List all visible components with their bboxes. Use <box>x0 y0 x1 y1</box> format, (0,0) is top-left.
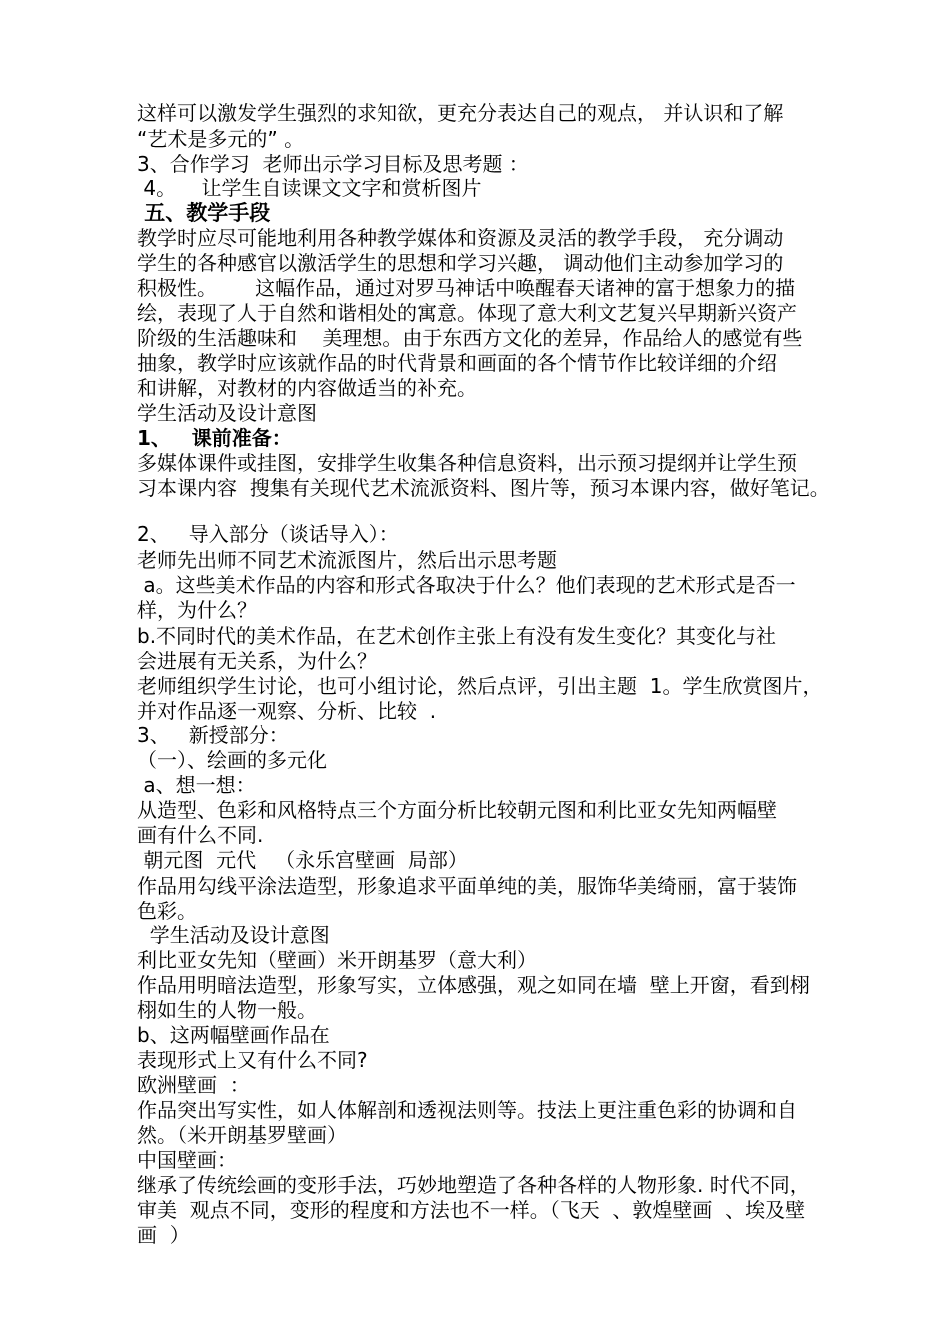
text-line: 老师先出师不同艺术流派图片，然后出示思考题 <box>137 548 557 572</box>
text-line: 色彩。 <box>137 899 197 923</box>
text-line: 积极性。 这幅作品，通过对罗马神话中唤醒春天诸神的富于想象力的描 <box>137 276 796 300</box>
text-line: 然。（米开朗基罗壁画） <box>137 1123 347 1147</box>
text-line: 样，为什么？ <box>137 598 257 622</box>
text-line: 学生活动及设计意图 <box>137 923 330 947</box>
text-line: 老师组织学生讨论，也可小组讨论，然后点评，引出主题 1。学生欣赏图片， <box>137 674 823 698</box>
section-heading: 五、教学手段 <box>137 201 271 225</box>
text-line: 抽象，教学时应该就作品的时代背景和画面的各个情节作比较详细的介绍 <box>137 351 777 375</box>
text-line: 表现形式上又有什么不同? <box>137 1048 368 1072</box>
text-line: 会进展有无关系，为什么？ <box>137 649 377 673</box>
text-line: 3、 新授部分： <box>137 723 289 747</box>
text-line: 朝元图 元代 （永乐宫壁画 局部） <box>137 848 468 872</box>
text-line: 和讲解，对教材的内容做适当的补充。 <box>137 376 477 400</box>
subsection-heading: 1、 课前准备： <box>137 426 292 450</box>
text-line: 作品突出写实性，如人体解剖和透视法则等。技法上更注重色彩的协调和自 <box>137 1098 797 1122</box>
text-line: 习本课内容 搜集有关现代艺术流派资料、图片等，预习本课内容，做好笔记。 <box>137 476 830 500</box>
text-line: 继承了传统绘画的变形手法，巧妙地塑造了各种各样的人物形象. 时代不同， <box>137 1173 810 1197</box>
text-line: 从造型、色彩和风格特点三个方面分析比较朝元图和利比亚女先知两幅壁 <box>137 798 777 822</box>
text-line: 画 ） <box>137 1223 190 1247</box>
text-line: 学生活动及设计意图 <box>137 401 317 425</box>
text-line: 绘，表现了人于自然和谐相处的寓意。体现了意大利文艺复兴早期新兴资产 <box>137 301 797 325</box>
text-line: 学生的各种感官以激活学生的思想和学习兴趣， 调动他们主动参加学习的 <box>137 251 784 275</box>
text-line: （一）、绘画的多元化 <box>137 748 327 772</box>
text-line: a、想一想： <box>137 773 256 797</box>
text-line: 审美 观点不同，变形的程度和方法也不一样。（飞天 、敦煌壁画 、埃及壁 <box>137 1198 806 1222</box>
text-line: 中国壁画： <box>137 1148 237 1172</box>
text-line: 作品用明暗法造型，形象写实，立体感强，观之如同在墙 壁上开窗，看到栩 <box>137 973 810 997</box>
text-line: “艺术是多元的” 。 <box>137 127 305 151</box>
text-line: 利比亚女先知（壁画）米开朗基罗（意大利） <box>137 948 537 972</box>
text-line: 欧洲壁画 ： <box>137 1073 250 1097</box>
text-line: 多媒体课件或挂图，安排学生收集各种信息资料，出示预习提纲并让学生预 <box>137 451 797 475</box>
text-line: 3、合作学习 老师出示学习目标及思考题 ： <box>137 152 529 176</box>
text-line: 阶级的生活趣味和 美理想。由于东西方文化的差异，作品给人的感觉有些 <box>137 326 803 350</box>
text-line: 画有什么不同. <box>137 823 264 847</box>
text-line: 栩如生的人物一般。 <box>137 998 317 1022</box>
text-line: 教学时应尽可能地利用各种教学媒体和资源及灵活的教学手段， 充分调动 <box>137 226 784 250</box>
text-line: 这样可以激发学生强烈的求知欲，更充分表达自己的观点， 并认识和了解 <box>137 101 784 125</box>
text-line: 4。 让学生自读课文文字和赏析图片 <box>137 176 482 200</box>
text-line: a。这些美术作品的内容和形式各取决于什么？他们表现的艺术形式是否一 <box>137 573 796 597</box>
text-line: 作品用勾线平涂法造型，形象追求平面单纯的美，服饰华美绮丽，富于装饰 <box>137 874 797 898</box>
text-line: b、这两幅壁画作品在 <box>137 1023 330 1047</box>
text-line: 并对作品逐一观察、分析、比较 . <box>137 699 437 723</box>
text-line: b.不同时代的美术作品，在艺术创作主张上有没有发生变化？其变化与社 <box>137 624 777 648</box>
text-line: 2、 导入部分（谈话导入）： <box>137 522 399 546</box>
